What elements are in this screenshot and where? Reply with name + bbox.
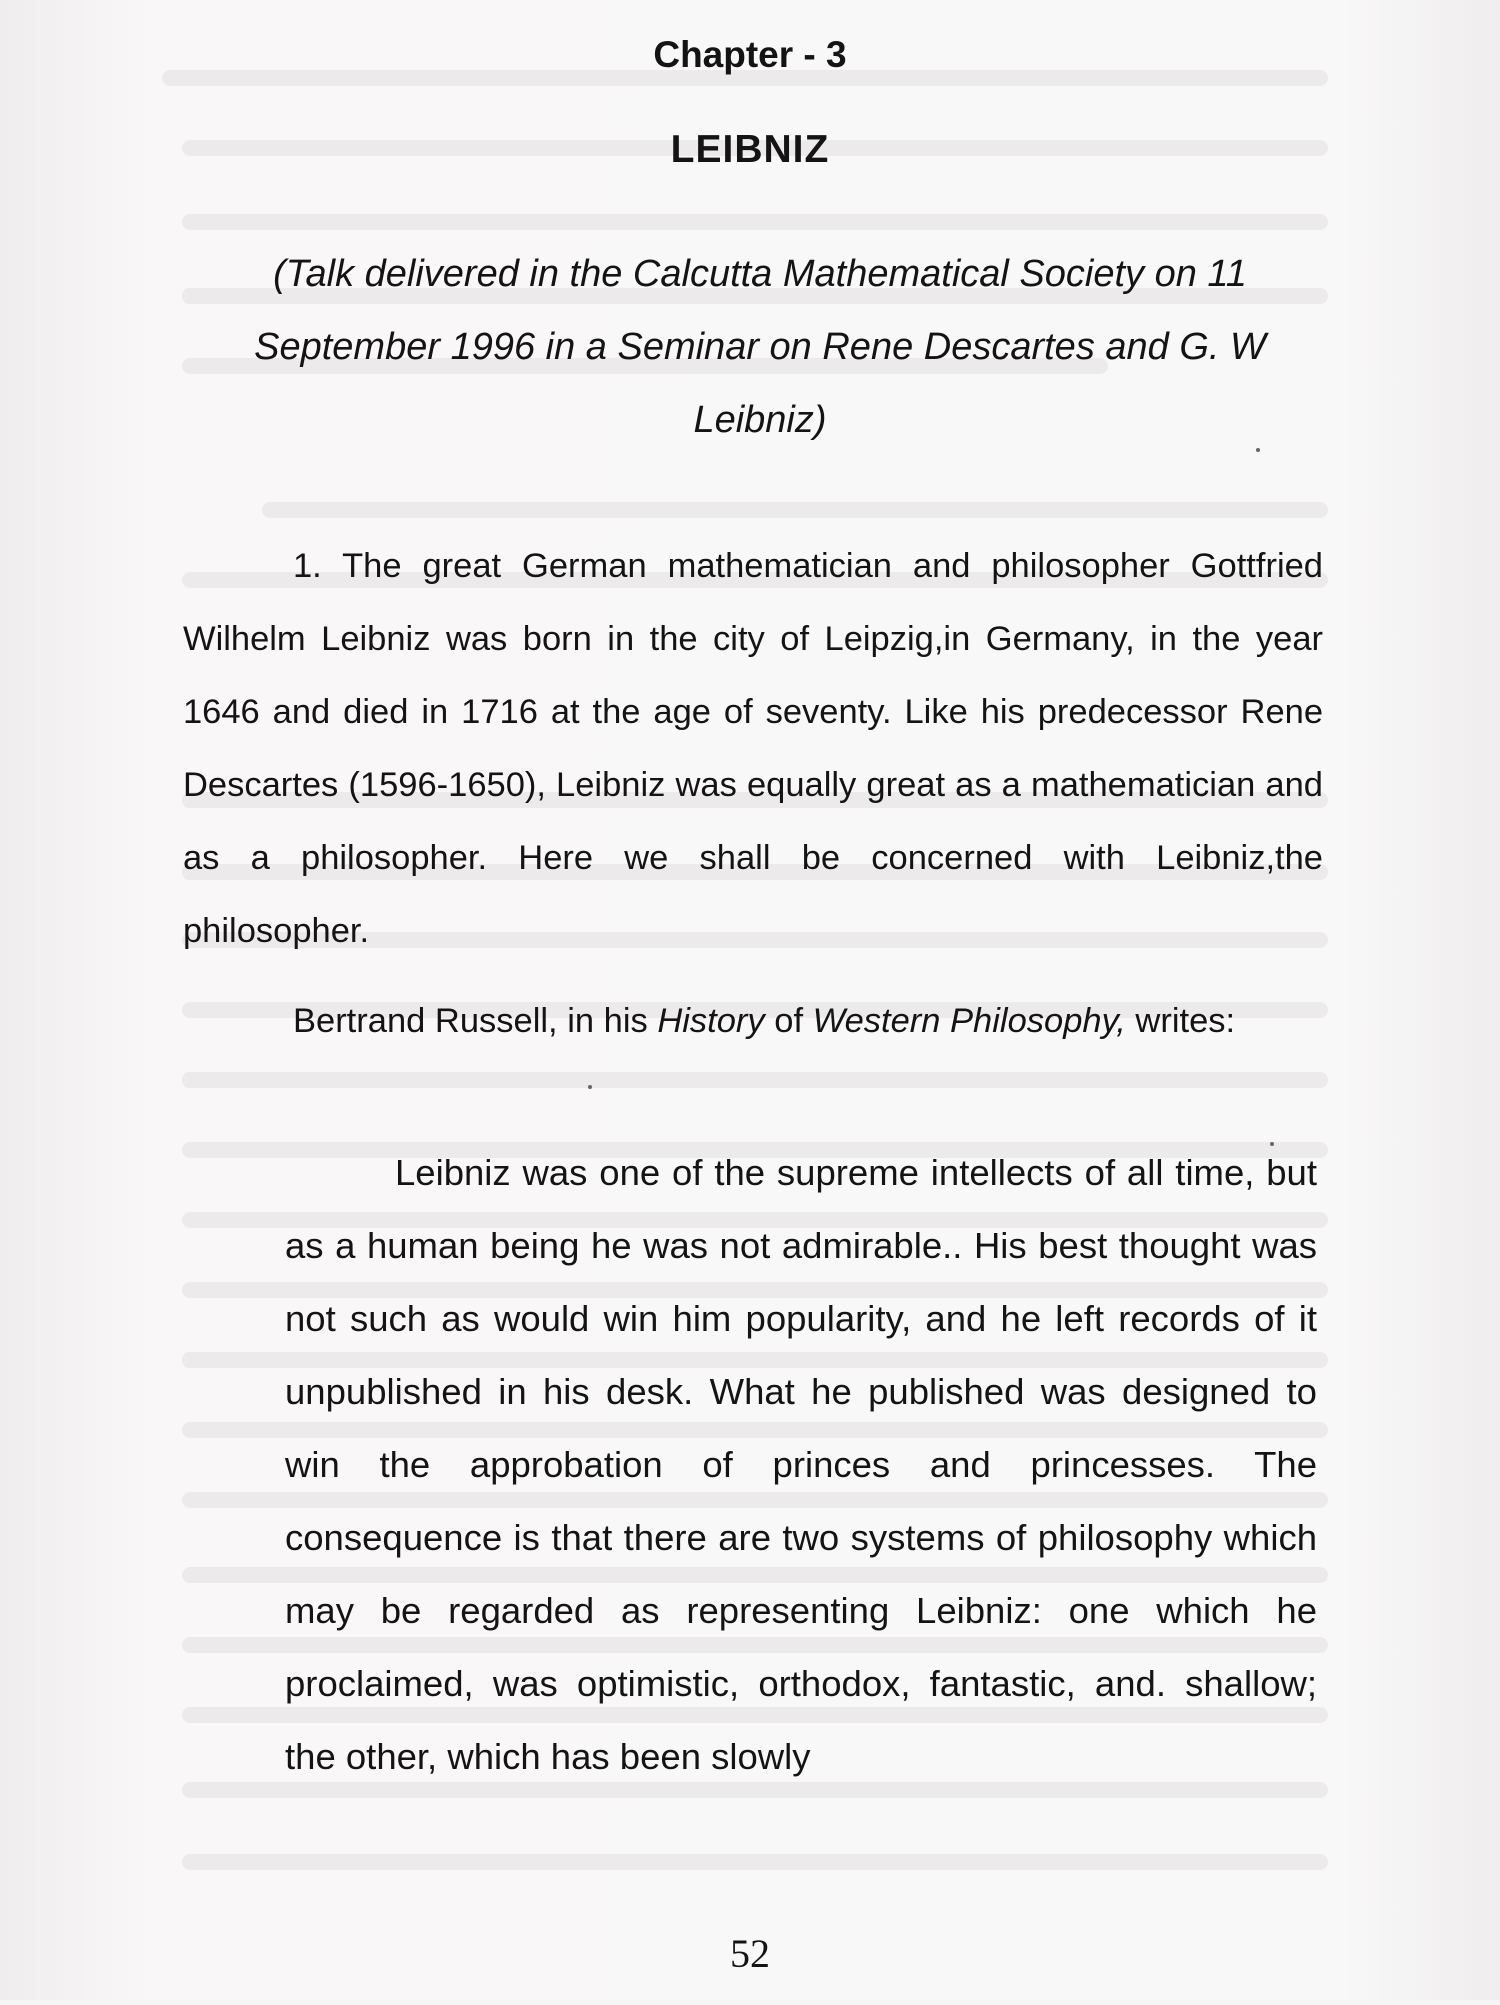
print-speck — [1256, 448, 1260, 452]
chapter-title: LEIBNIZ — [670, 128, 830, 171]
book-title-history: History — [657, 1002, 765, 1040]
print-speck — [588, 1085, 592, 1089]
paragraph-2-before: Bertrand Russell, in his — [293, 1002, 658, 1040]
block-quote: Leibniz was one of the supreme intellects of all time, but as a human being he was not admirable.. His best thought was not such as would win him popularity, and he left records of it unpublished in his desk. What he published was designed to win the approbation of princes and princesses. The consequence is that there are two systems of philosophy which may be regarded as representing Leibniz: one which he proclaimed, was optimistic, orthodox, fantastic, and. shallow; the other, which has been slowly — [285, 1152, 1317, 1777]
print-speck — [1270, 1142, 1274, 1146]
paragraph-2-after: writes: — [1125, 1002, 1236, 1040]
chapter-subtitle: (Talk delivered in the Calcutta Mathematical Society on 11 September 1996 in a Seminar on Rene Descartes and G. W Leibniz) — [254, 253, 1266, 441]
paragraph-2 — [183, 985, 1323, 1058]
paragraph-1: 1. The great German mathematician and philosopher Gottfried Wilhelm Leibniz was born in the city of Leipzig,in Germany, in the year 1646 and died in 1716 at the age of seventy. Like his predecessor Rene Descartes (1596-1650), Leibniz was equally great as a mathematician and as a philosopher. Here we shall be concerned with Leibniz,the philosopher. — [183, 547, 1323, 950]
book-title-western-philosophy: Western Philosophy, — [812, 1002, 1126, 1040]
page-number: 52 — [730, 1931, 770, 1976]
chapter-label: Chapter - 3 — [653, 34, 847, 75]
paragraph-2-middle: of — [764, 1002, 813, 1040]
